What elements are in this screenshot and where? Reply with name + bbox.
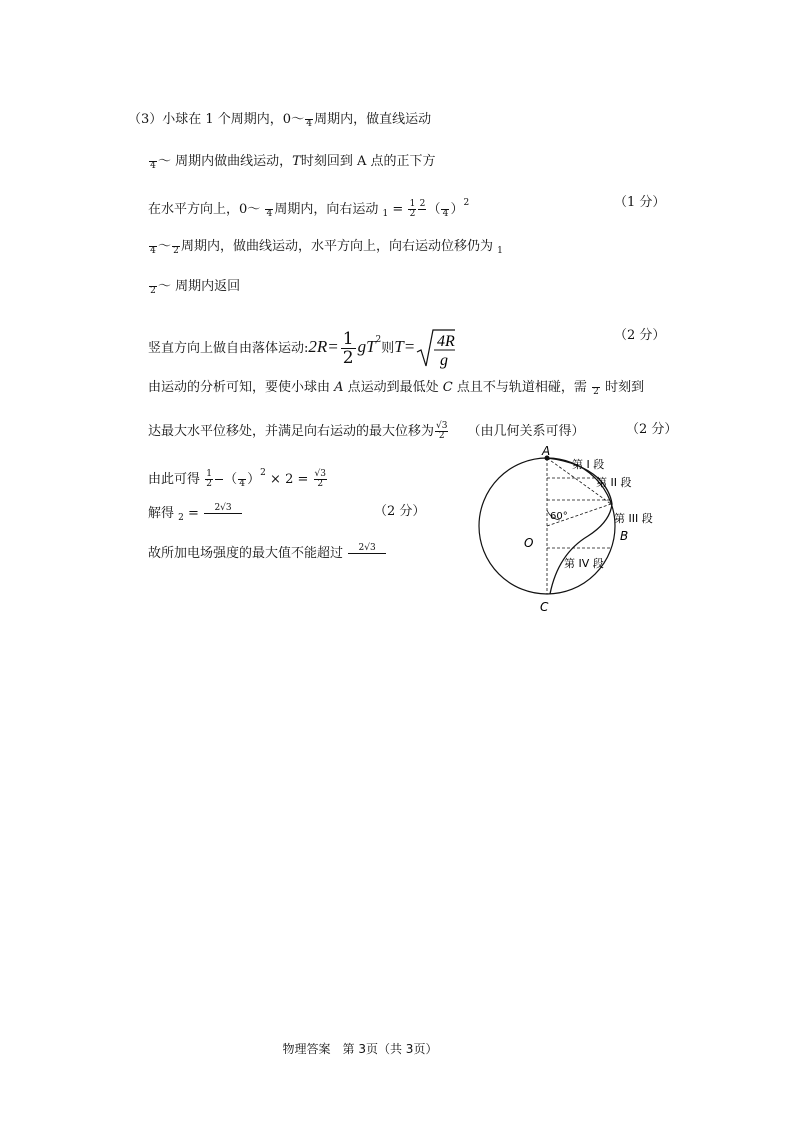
text: × 2 =	[265, 472, 313, 487]
fraction: 2√3	[204, 504, 242, 523]
text: 周期内，做直线运动	[314, 112, 432, 127]
subscript: 1	[497, 246, 503, 256]
math-gT: gT	[357, 337, 376, 356]
fraction: 4	[149, 152, 157, 171]
text: ～ 周期内返回	[158, 279, 241, 294]
segment-4-label: 第 IV 段	[564, 557, 604, 570]
line-2	[148, 152, 435, 171]
line-7	[148, 378, 644, 397]
sqrt-numerator: 4R	[437, 332, 456, 350]
text: =	[183, 506, 204, 521]
fraction: 2	[592, 378, 600, 397]
text: 时刻到	[601, 380, 645, 395]
segment-1-label: 第 I 段	[572, 458, 605, 471]
text: 周期内，做曲线运动，水平方向上，向右运动位移仍为	[181, 239, 498, 254]
circle-trajectory-figure	[470, 444, 670, 616]
symbol-C: C	[442, 380, 453, 395]
line-1	[128, 110, 431, 129]
line-6	[148, 320, 456, 369]
fraction: $\frac{√3}{2}$	[436, 421, 448, 441]
angle-label: 60°	[550, 511, 568, 522]
text: 时刻回到 A 点的正下方	[300, 154, 436, 169]
fraction: $\frac{1}{2}$	[409, 199, 416, 219]
line-10	[148, 504, 243, 526]
math-T: T=	[394, 337, 416, 356]
line-8	[148, 422, 585, 441]
label-A: A	[542, 444, 551, 458]
text: 点且不与轨道相碰，需	[452, 380, 592, 395]
segment-2-label: 第 II 段	[596, 476, 632, 489]
line-9	[148, 465, 328, 489]
subscript: 1	[382, 209, 389, 219]
fraction: 4	[441, 200, 449, 219]
fraction: 4	[149, 237, 157, 256]
fraction-half: $\frac{1}{2}$	[342, 329, 354, 368]
subscript: 2	[178, 513, 184, 523]
math-lhs: 2R=	[308, 337, 339, 356]
line-11	[148, 544, 387, 563]
superscript: 2	[375, 335, 382, 345]
label-B: B	[620, 529, 629, 543]
text: ）	[247, 472, 261, 487]
text: （	[224, 472, 238, 487]
symbol-A: A	[334, 380, 344, 395]
text: ～ 周期内做曲线运动，	[158, 154, 293, 169]
page-footer: 物理答案 第 3页（共 3页）	[282, 1042, 438, 1056]
text: =	[388, 202, 408, 217]
text: 点运动到最低处	[343, 380, 443, 395]
text: 则	[381, 341, 395, 356]
fraction: 2√3	[348, 544, 386, 563]
text: 由运动的分析可知，要使小球由	[148, 380, 335, 395]
fraction: 4	[265, 200, 273, 219]
fraction: 4	[238, 470, 246, 489]
sqrt-denominator: g	[440, 351, 449, 369]
superscript: 2	[463, 198, 470, 208]
fraction-blank	[215, 470, 223, 489]
label-O: O	[524, 536, 534, 550]
fraction: 2	[172, 237, 180, 256]
text: 竖直方向上做自由落体运动:	[148, 341, 309, 356]
sqrt-expression	[415, 328, 455, 370]
fraction: $\frac{1}{2}$	[206, 469, 212, 489]
line-3	[148, 195, 469, 222]
score-1: （1 分）	[614, 195, 666, 210]
text: 周期内，向右运动	[274, 202, 383, 217]
score-4: （2 分）	[374, 504, 426, 519]
segment-3-label: 第 III 段	[614, 512, 653, 525]
score-3: （2 分）	[626, 422, 678, 437]
superscript: 2	[260, 468, 266, 478]
text: 由此可得	[148, 472, 205, 487]
fraction: 4	[305, 110, 313, 129]
label-C: C	[540, 600, 549, 614]
text: ）	[450, 202, 464, 217]
text: （3）小球在 1 个周期内，0～	[128, 112, 305, 127]
fraction: 2	[419, 199, 426, 209]
text: 在水平方向上，0～	[148, 202, 265, 217]
text: 解得	[148, 506, 179, 521]
score-2: （2 分）	[614, 328, 666, 343]
text: 达最大水平位移处，并满足向右运动的最大位移为	[148, 424, 435, 439]
text: 故所加电场强度的最大值不能超过	[148, 546, 348, 561]
line-4	[148, 237, 503, 259]
text: （由几何关系可得）	[467, 424, 585, 439]
text: （	[427, 202, 441, 217]
line-5	[148, 277, 240, 296]
symbol-T: T	[292, 154, 301, 169]
text: ～	[158, 239, 172, 254]
fraction: 2	[149, 277, 157, 296]
fraction: $\frac{√3}{2}$	[314, 469, 326, 489]
